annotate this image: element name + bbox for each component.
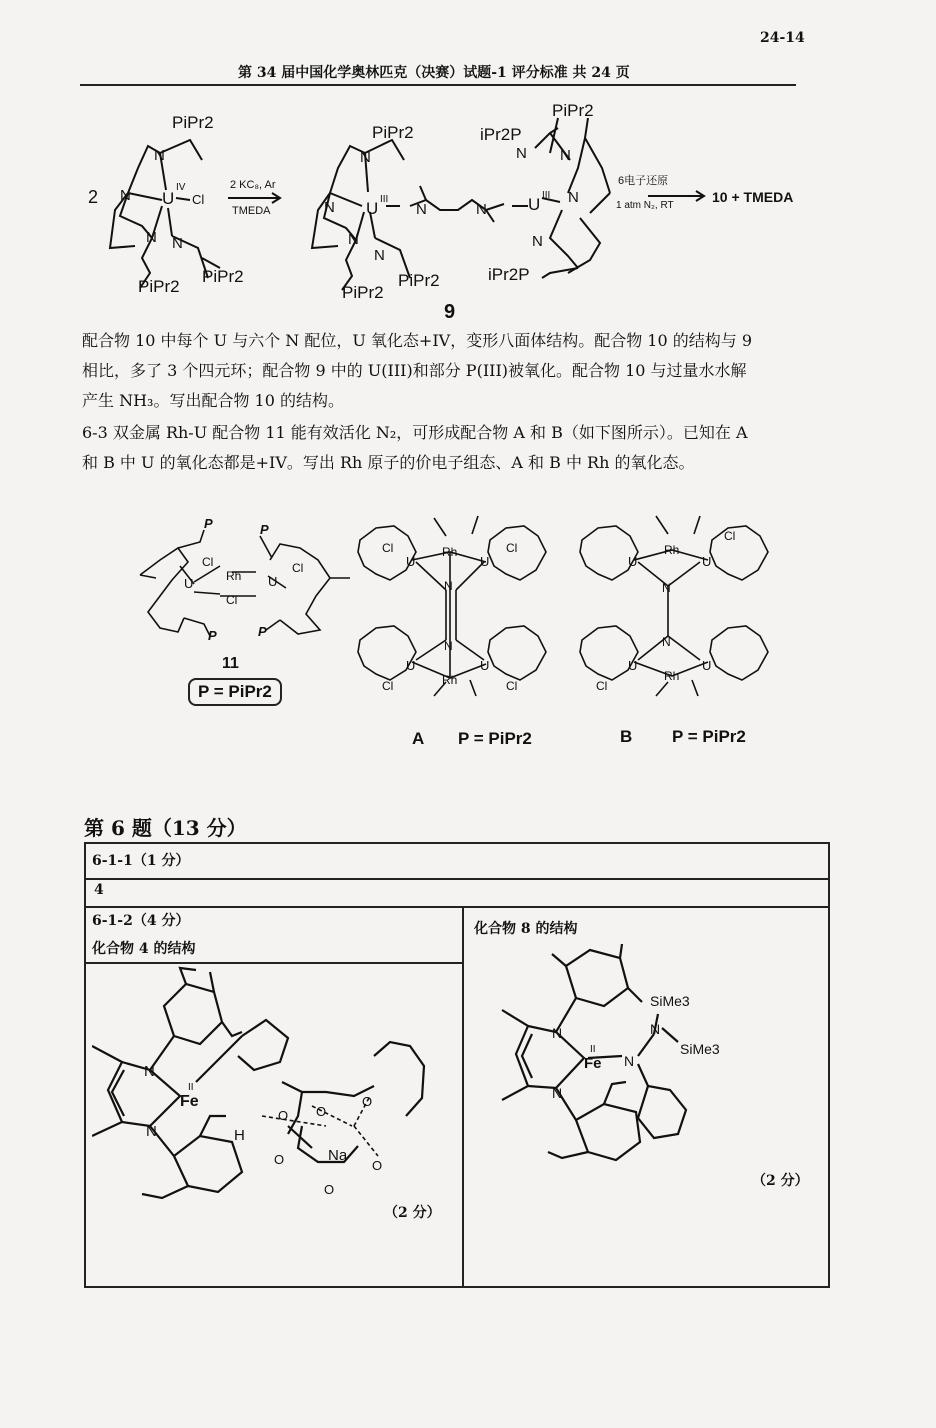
u-oxidation-state: III <box>380 194 389 205</box>
q611-answer: 4 <box>94 882 104 898</box>
compound-4-structure <box>92 966 454 1278</box>
n-atom: N <box>662 635 671 649</box>
pipr2-label-3: PiPr2 <box>202 267 244 286</box>
u-atom: U <box>528 195 541 214</box>
reaction-product: 10 + TMEDA <box>712 189 794 205</box>
n-atom: N <box>662 581 671 595</box>
ipr2p-label: iPr2P <box>488 265 530 284</box>
u-atom: U <box>480 554 490 569</box>
u-atom: U <box>366 199 379 218</box>
n-atom: N <box>444 579 453 593</box>
o-atom: O <box>372 1158 383 1173</box>
p-atom: P <box>260 522 269 537</box>
compound-8-score: （2 分） <box>752 1173 809 1189</box>
n-atom: N <box>144 1063 155 1080</box>
p-atom: P <box>204 516 213 531</box>
p-atom: P <box>258 624 267 639</box>
fe-oxidation-state: II <box>590 1044 596 1055</box>
p-definition-b: P = PiPr2 <box>672 727 746 746</box>
ipr2p-label: iPr2P <box>480 125 522 144</box>
u-oxidation-state: IV <box>176 182 186 193</box>
p-definition-a: P = PiPr2 <box>458 729 532 748</box>
n-atom: N <box>476 201 487 218</box>
row-divider <box>84 906 828 908</box>
n-atom: N <box>416 201 427 218</box>
pipr2-label: PiPr2 <box>342 283 384 302</box>
n-atom: N <box>624 1053 635 1069</box>
column-divider <box>462 906 464 1286</box>
o-atom: O <box>362 1094 373 1109</box>
compound-4-header: 化合物 4 的结构 <box>92 941 196 957</box>
rh-atom: Rh <box>442 673 458 687</box>
u-atom: U <box>406 658 416 673</box>
o-atom: O <box>278 1108 289 1123</box>
n-atom: N <box>324 199 335 216</box>
sime3-group: SiMe3 <box>680 1041 720 1057</box>
p-definition-box: P = PiPr2 <box>188 678 282 706</box>
n-atom: N <box>552 1085 563 1101</box>
compound-4-score: （2 分） <box>384 1205 441 1221</box>
n-atom: N <box>552 1025 563 1041</box>
compound-8-header: 化合物 8 的结构 <box>474 921 578 937</box>
cl-atom: Cl <box>724 529 736 543</box>
u-atom: U <box>268 574 278 589</box>
n-atom: N <box>532 233 543 250</box>
u-atom: U <box>628 658 638 673</box>
row-divider <box>84 962 462 964</box>
n-atom: N <box>516 145 527 162</box>
cl-atom: Cl <box>292 561 304 575</box>
question-6-3 <box>82 418 822 478</box>
n-atom: N <box>374 247 385 264</box>
arrow1-conditions-top: 2 KC₈, Ar <box>230 179 276 191</box>
rh-atom: Rh <box>226 569 242 583</box>
text-line: 产生 NH₃。写出配合物 10 的结构。 <box>82 391 344 410</box>
rh-atom: Rh <box>442 545 458 559</box>
cl-atom: Cl <box>506 679 518 693</box>
p-atom: P <box>208 628 217 643</box>
compound-b-label: B <box>620 727 633 746</box>
n-atom: N <box>154 147 165 164</box>
h-atom: H <box>234 1127 245 1144</box>
na-atom: Na <box>328 1147 348 1164</box>
o-atom: O <box>274 1152 285 1167</box>
cl-atom: Cl <box>226 593 238 607</box>
cl-atom: Cl <box>382 679 394 693</box>
reaction-scheme <box>80 98 820 320</box>
n-atom: N <box>444 639 453 653</box>
compound-a-label: A <box>412 729 425 748</box>
arrow2-conditions-top: 6电子还原 <box>618 175 669 187</box>
n-atom: N <box>650 1021 661 1037</box>
u-atom: U <box>628 554 638 569</box>
arrow1-conditions-bottom: TMEDA <box>232 205 271 217</box>
cl-atom: Cl <box>382 541 394 555</box>
pipr2-label: PiPr2 <box>372 123 414 142</box>
n-atom: N <box>560 147 571 164</box>
pipr2-label-2: PiPr2 <box>138 277 180 296</box>
n-atom: N <box>120 187 131 204</box>
page-number: 24-14 <box>760 30 805 46</box>
sime3-group: SiMe3 <box>650 993 690 1009</box>
rh-atom: Rh <box>664 543 680 557</box>
page-header-title: 第 34 届中国化学奥林匹克（决赛）试题-1 评分标准 共 24 页 <box>238 65 630 81</box>
header-rule <box>80 84 796 86</box>
compound-11-label: 11 <box>222 655 239 672</box>
n-atom: N <box>348 231 359 248</box>
fe-atom: Fe <box>180 1093 199 1110</box>
fe-atom: Fe <box>584 1055 602 1072</box>
u-atom: U <box>702 554 712 569</box>
row-divider <box>84 878 828 880</box>
text-line: 配合物 10 中每个 U 与六个 N 配位，U 氧化态+IV，变形八面体结构。配合物 10 的结构与 9 <box>82 331 753 350</box>
stoich-coefficient: 2 <box>88 187 99 207</box>
answer-heading: 第 6 题（13 分） <box>84 816 247 840</box>
n-atom: N <box>568 189 579 206</box>
cl-atom: Cl <box>596 679 608 693</box>
rh-atom: Rh <box>664 669 680 683</box>
u-atom: U <box>162 189 175 208</box>
q612-label: 6-1-2（4 分） <box>92 913 190 929</box>
paragraph-compound-10 <box>82 326 822 416</box>
n-atom: N <box>172 235 183 252</box>
n-atom: N <box>146 229 157 246</box>
arrow2-conditions-bottom: 1 atm N₂, RT <box>616 200 674 211</box>
u-atom: U <box>702 658 712 673</box>
u-atom: U <box>480 658 490 673</box>
rh-u-complexes-figure <box>120 500 780 760</box>
cl-atom: Cl <box>192 192 205 207</box>
text-line: 6-3 双金属 Rh-U 配合物 11 能有效活化 N₂，可形成配合物 A 和 B（如下图所示）。已知在 A <box>82 423 748 442</box>
pipr2-label-1: PiPr2 <box>172 113 214 132</box>
u-atom: U <box>406 554 416 569</box>
n-atom: N <box>360 149 371 166</box>
n-atom: N <box>146 1123 157 1140</box>
u-oxidation-state: III <box>542 190 551 201</box>
cl-atom: Cl <box>202 555 214 569</box>
text-line: 相比，多了 3 个四元环；配合物 9 中的 U(III)和部分 P(III)被氧化。配合物 10 与过量水水解 <box>82 361 747 380</box>
o-atom: O <box>316 1104 327 1119</box>
pipr2-label: PiPr2 <box>552 101 594 120</box>
fe-oxidation-state: II <box>188 1082 194 1093</box>
u-atom: U <box>184 576 194 591</box>
compound-8-structure <box>472 944 812 1254</box>
cl-atom: Cl <box>506 541 518 555</box>
o-atom: O <box>324 1182 335 1197</box>
pipr2-label: PiPr2 <box>398 271 440 290</box>
compound-9-label: 9 <box>444 301 456 320</box>
text-line: 和 B 中 U 的氧化态都是+IV。写出 Rh 原子的价电子组态、A 和 B 中 Rh 的氧化态。 <box>82 453 695 472</box>
q611-label: 6-1-1（1 分） <box>92 853 190 869</box>
